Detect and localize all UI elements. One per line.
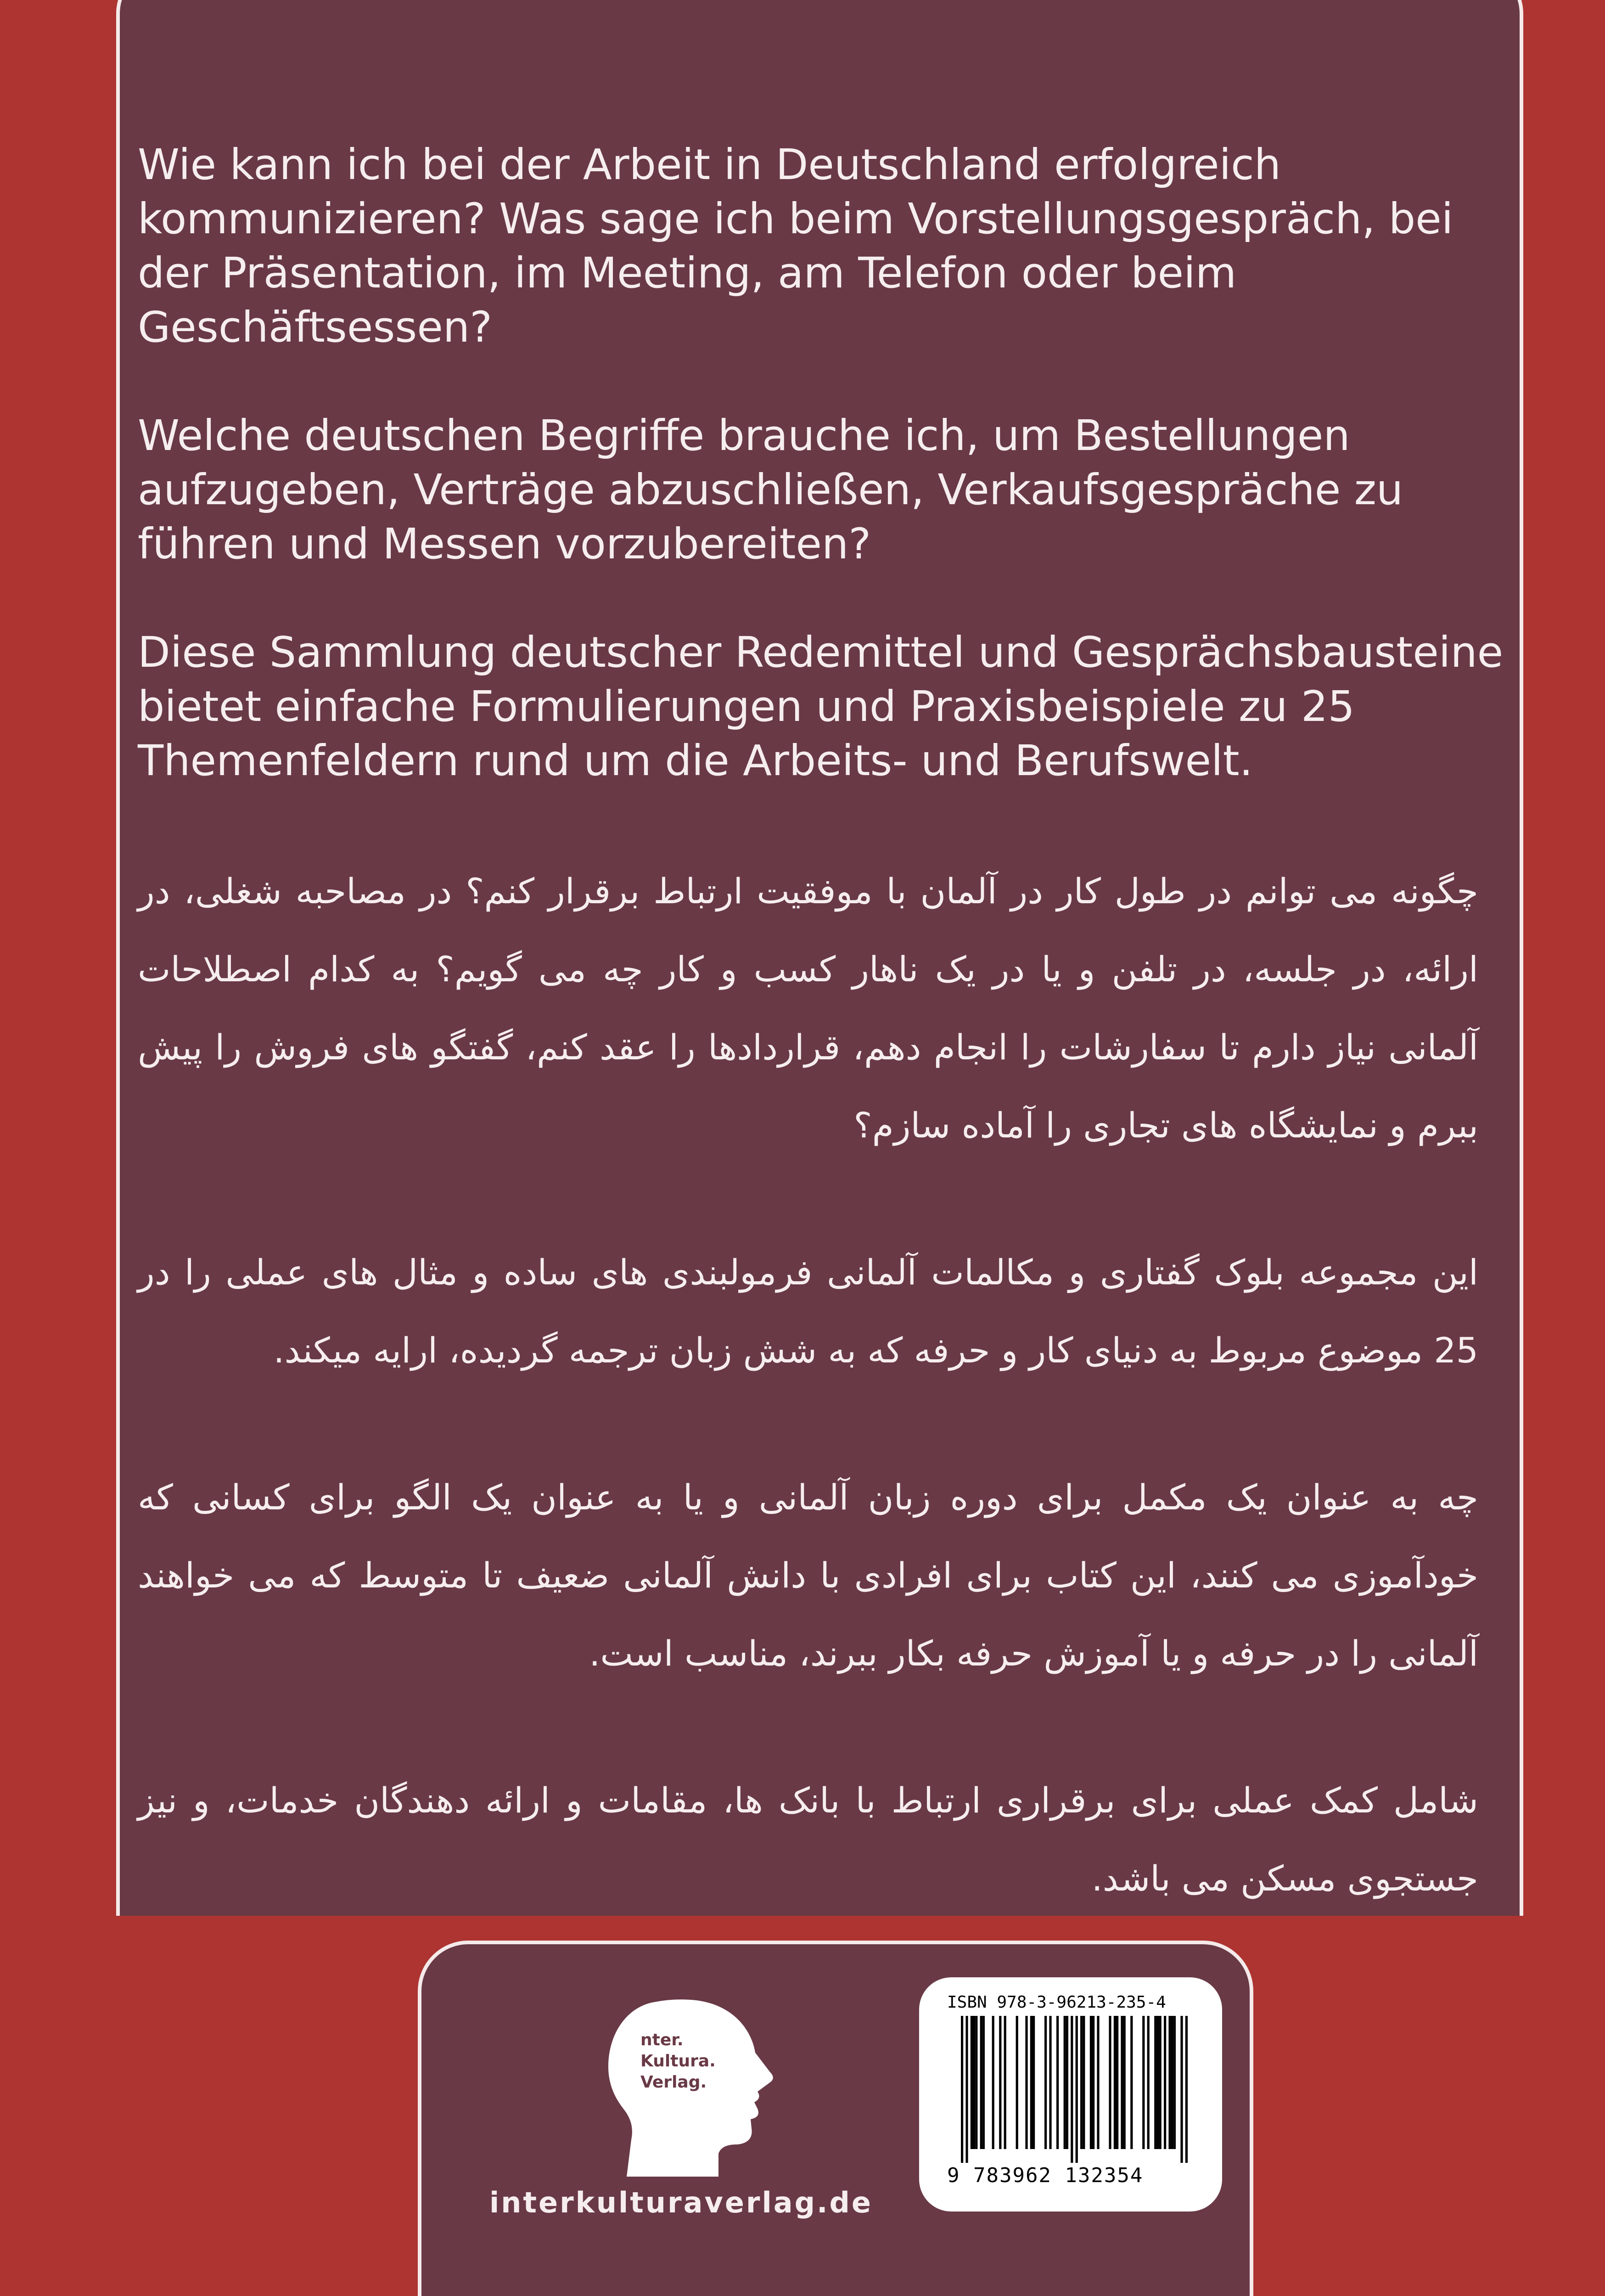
barcode-bar — [1030, 2016, 1033, 2149]
barcode-bar — [965, 2016, 968, 2163]
barcode-bar — [980, 2016, 982, 2149]
barcode-bar — [1147, 2016, 1150, 2149]
barcode-bar — [1025, 2016, 1027, 2149]
barcode-bar — [975, 2016, 977, 2149]
barcode-bar — [973, 2016, 975, 2149]
barcode-bar — [1033, 2016, 1035, 2149]
barcode-bar — [1056, 2016, 1059, 2149]
barcode-bar — [971, 2016, 973, 2149]
barcode-bar — [1076, 2016, 1078, 2163]
barcode-bar — [1185, 2016, 1188, 2163]
persian-paragraph-4: شامل کمک عملی برای برقراری ارتباط با بانک ها، مقامات و ارائه دهندگان خدمات، و نیز جستجوی مسکن می باشد. — [138, 1780, 1478, 1899]
barcode-bar — [1114, 2016, 1116, 2149]
barcode-bar — [1173, 2016, 1176, 2149]
barcode-bar — [1064, 2016, 1066, 2149]
barcode-bar — [1066, 2016, 1068, 2149]
barcode-bar — [1080, 2016, 1083, 2149]
barcode-bar — [1090, 2016, 1092, 2149]
barcode-bar — [1168, 2016, 1171, 2149]
barcode-bar — [1154, 2016, 1156, 2149]
barcode-bar — [1130, 2016, 1133, 2149]
barcode-bar — [1159, 2016, 1162, 2149]
back-cover-text — [138, 138, 1506, 1986]
persian-paragraph-2: این مجموعه بلوک گفتاری و مکالمات آلمانی فرمولبندی های ساده و مثال های عملی را در 25 موضوع مربوط به دنیای کار و حرفه که به شش زبان ترجمه گردیده، ارایه میکند. — [138, 1252, 1478, 1371]
barcode-bar — [1071, 2016, 1073, 2163]
german-paragraph-2: Welche deutschen Begriffe brauche ich, um Bestellungen aufzugeben, Verträge abzuschließen, Verkaufsgespräche zu führen und Messen vorzubereiten? — [138, 411, 1403, 568]
barcode-bar — [1044, 2016, 1047, 2149]
barcode-bar — [1097, 2016, 1099, 2149]
barcode-bar — [1109, 2016, 1111, 2149]
ean-digits: 9 783962 132354 — [947, 2164, 1144, 2187]
barcode-bar — [1083, 2016, 1085, 2149]
persian-paragraph-3: چه به عنوان یک مکمل برای دوره زبان آلمانی و یا به عنوان یک الگو برای کسانی که خودآموزی می کنند، این کتاب برای افرادی با دانش آلمانی ضعیف تا متوسط که می خواهند آلمانی را در حرفه و یا آموزش حرفه بکار ببرند، مناسب است. — [138, 1477, 1478, 1674]
publisher-website[interactable]: interkulturaverlag.de — [489, 2186, 873, 2219]
barcode-bar — [1092, 2016, 1094, 2149]
barcode-bar — [1171, 2016, 1173, 2149]
barcode-bar — [1156, 2016, 1159, 2149]
barcode-bar — [1049, 2016, 1051, 2149]
barcode-bar — [1004, 2016, 1006, 2149]
logo-line-1: nter. — [640, 2031, 684, 2049]
barcode-bar — [999, 2016, 1001, 2149]
barcode-bar — [961, 2016, 963, 2163]
barcode-bar — [982, 2016, 985, 2149]
isbn-label: ISBN 978-3-96213-235-4 — [947, 1993, 1166, 2012]
german-paragraph-1: Wie kann ich bei der Arbeit in Deutschland erfolgreich kommunizieren? Was sage ich beim Vorstellungsgespräch, bei der Präsentation, im Meeting, am Telefon oder beim Geschäftsessen? — [138, 140, 1453, 352]
barcode-bar — [992, 2016, 994, 2149]
barcode-bar — [1142, 2016, 1145, 2149]
logo-line-3: Verlag. — [640, 2073, 707, 2092]
barcode-bar — [1164, 2016, 1166, 2149]
persian-paragraph-1: چگونه می توانم در طول کار در آلمان با موفقیت ارتباط برقرار کنم؟ در مصاحبه شغلی، در ارائه، در جلسه، در تلفن و یا در یک ناهار کسب و کار چه می گویم؟ به کدام اصطلاحات آلمانی نیاز دارم تا سفارشات را انجام دهم، قراردادها را عقد کنم، گفتگو های فروش را پیش ببرم و نمایشگاه های تجاری را آماده سازم؟ — [138, 871, 1478, 1146]
barcode-bar — [1016, 2016, 1018, 2149]
barcode-bar — [1116, 2016, 1118, 2149]
publisher-logo-text — [640, 2030, 716, 2093]
logo-line-2: Kultura. — [640, 2052, 716, 2071]
barcode-bar — [1180, 2016, 1183, 2163]
barcode-bar — [1123, 2016, 1126, 2149]
barcode-image — [947, 2016, 1195, 2167]
german-paragraph-3: Diese Sammlung deutscher Redemittel und Gesprächsbausteine bietet einfache Formulierungen und Praxisbeispiele zu 25 Themenfeldern rund um die Arbeits- und Berufswelt. — [138, 628, 1504, 785]
barcode-bar — [1121, 2016, 1123, 2149]
